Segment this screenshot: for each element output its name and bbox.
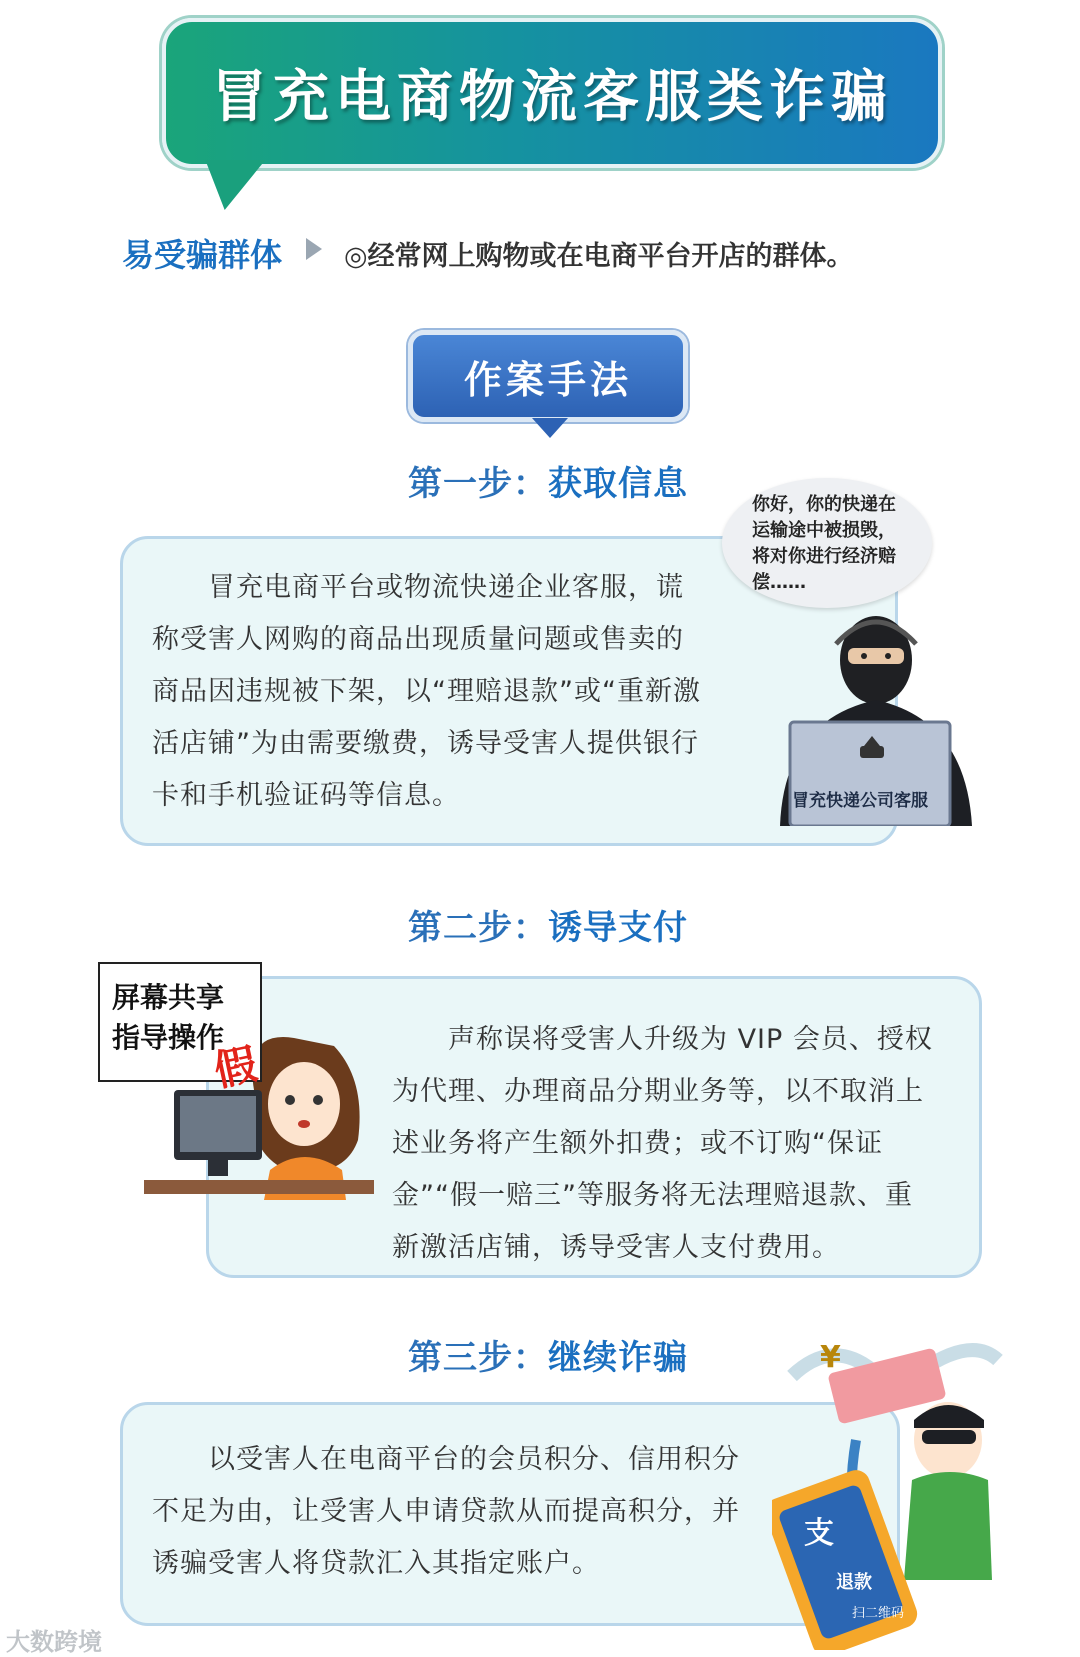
method-bubble-tail <box>532 418 568 438</box>
phone-scan-label: 扫二维码 <box>852 1606 905 1621</box>
step-1-text: 冒充电商平台或物流快递企业客服，谎称受害人网购的商品出现质量问题或售卖的商品因违规被下架，以“理赔退款”或“重新激活店铺”为由需要缴费，诱导受害人提供银行卡和手机验证码等信息。 <box>152 572 701 811</box>
speech-bubble-text: 你好，你的快递在运输途中被损毁，将对你进行经济赔偿…… <box>752 494 896 593</box>
fake-mark: 假 <box>209 1039 262 1096</box>
vulnerable-group-label: 易受骗群体 <box>122 236 283 274</box>
step-3-text: 以受害人在电商平台的会员积分、信用积分不足为由，让受害人申请贷款从而提高积分，并诱骗受害人将贷款汇入其指定账户。 <box>152 1444 740 1579</box>
watermark: 大数跨境 <box>6 1628 102 1656</box>
step-1-heading <box>408 456 688 505</box>
vulnerable-group-text: ◎经常网上购物或在电商平台开店的群体。 <box>344 241 854 272</box>
step-3-title: 继续诈骗 <box>548 1338 688 1378</box>
phone-pay-label: 支 <box>804 1516 834 1551</box>
money-symbol: ¥ <box>820 1340 841 1375</box>
step-3-prefix: 第三步： <box>408 1338 548 1378</box>
method-heading: 作案手法 <box>408 330 688 422</box>
arrow-right-icon <box>306 238 322 260</box>
screen-share-sign: 屏幕共享指导操作 <box>98 962 262 1082</box>
step-1-prefix: 第一步： <box>408 464 548 504</box>
step-2-prefix: 第二步： <box>408 908 548 948</box>
page-title: 冒充电商物流客服类诈骗 <box>211 64 893 130</box>
laptop-label: 冒充快递公司客服 <box>792 791 928 811</box>
step-3-heading <box>408 1330 688 1379</box>
step-2-title: 诱导支付 <box>548 908 688 948</box>
step-2-heading <box>408 900 688 949</box>
phone-refund-label: 退款 <box>836 1572 872 1593</box>
step-2-text: 声称误将受害人升级为 VIP 会员、授权为代理、办理商品分期业务等，以不取消上述业务将产生额外扣费；或不订购“保证金”“假一赔三”等服务将无法理赔退款、重新激活店铺，诱导受害人支付费用。 <box>392 1024 933 1263</box>
step-1-title: 获取信息 <box>548 464 688 504</box>
